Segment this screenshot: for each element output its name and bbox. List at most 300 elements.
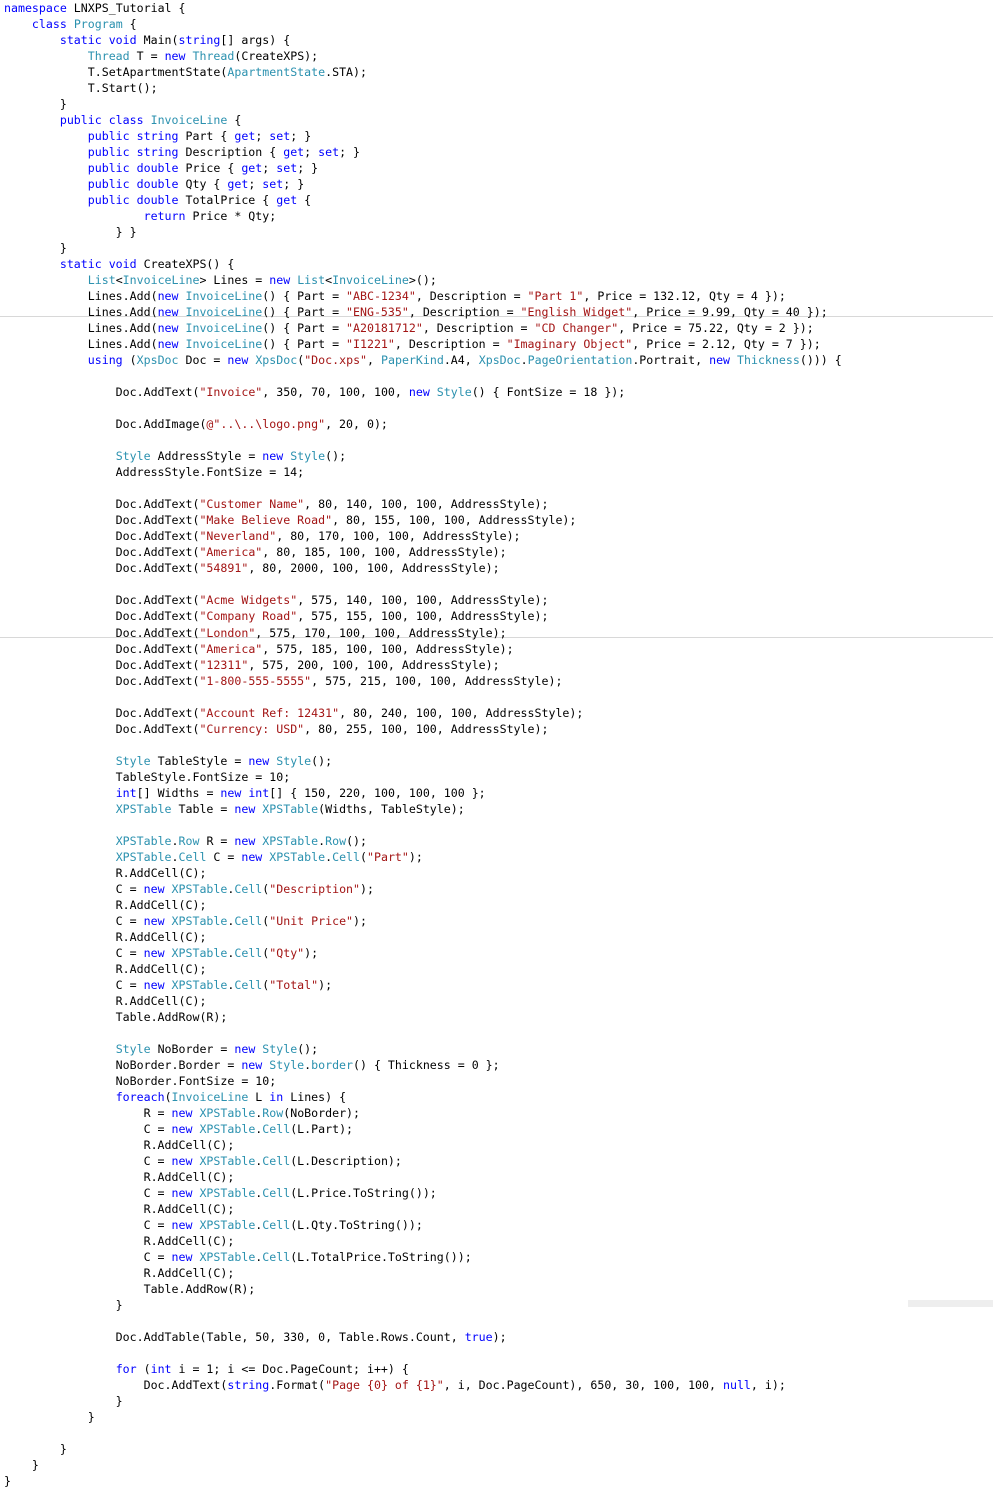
- code-token: Doc.AddImage(: [4, 417, 207, 431]
- code-token: );: [492, 1330, 507, 1344]
- code-line: [4, 384, 625, 400]
- code-token: > Lines =: [199, 273, 270, 287]
- code-line: [4, 625, 507, 641]
- code-token: Doc.AddText(: [4, 385, 200, 399]
- code-token: "Currency: USD": [199, 722, 305, 736]
- code-token: "Imaginary Object": [506, 337, 633, 351]
- code-token: T.Start();: [4, 81, 158, 95]
- code-token: "Part 1": [527, 289, 584, 303]
- code-token: for: [115, 1362, 144, 1376]
- code-token: () { FontSize = 18 });: [471, 385, 626, 399]
- code-token: public class: [4, 113, 151, 127]
- code-line: [4, 544, 507, 560]
- code-token: class: [4, 17, 74, 31]
- code-token: , i);: [750, 1378, 786, 1392]
- code-token: Doc.AddText(: [4, 642, 200, 656]
- code-token: ();: [311, 754, 333, 768]
- code-token: [4, 802, 116, 816]
- code-token: , Price = 9.99, Qty = 40 });: [632, 305, 828, 319]
- code-token: Style: [115, 1042, 151, 1056]
- code-token: C =: [4, 1218, 172, 1232]
- code-token: , i, Doc.PageCount), 650, 30, 100, 100,: [443, 1378, 723, 1392]
- code-line: [4, 256, 234, 272]
- code-line: [4, 1153, 402, 1169]
- code-token: , 80, 185, 100, 100, AddressStyle);: [262, 545, 507, 559]
- code-token: XPSTable: [115, 834, 172, 848]
- code-token: Cell: [234, 946, 263, 960]
- code-token: Doc.AddTable(Table, 50, 330, 0, Table.Rows.Count,: [4, 1330, 465, 1344]
- code-token: {: [297, 193, 312, 207]
- code-line: [4, 961, 206, 977]
- code-line: [4, 464, 304, 480]
- code-line: [4, 1169, 234, 1185]
- code-token: set: [269, 129, 291, 143]
- code-line: [4, 1105, 360, 1121]
- code-token: ApartmentState: [227, 65, 326, 79]
- code-token: , 575, 200, 100, 100, AddressStyle);: [248, 658, 500, 672]
- code-token: public double: [4, 177, 186, 191]
- code-token: Cell: [234, 914, 263, 928]
- code-token: Table.AddRow(R);: [4, 1010, 228, 1024]
- code-token: Cell: [262, 1122, 291, 1136]
- code-token: Thread: [87, 49, 130, 63]
- code-token: Style: [269, 1058, 305, 1072]
- code-token: AddressStyle =: [150, 449, 263, 463]
- code-token: }: [4, 1458, 39, 1472]
- code-line: [4, 849, 423, 865]
- code-token: Qty {: [185, 177, 228, 191]
- code-token: new: [171, 1250, 200, 1264]
- code-token: (: [360, 850, 367, 864]
- code-token: {: [122, 17, 137, 31]
- code-token: .: [318, 834, 326, 848]
- code-line: [4, 1185, 437, 1201]
- code-token: .: [227, 978, 235, 992]
- code-token: new: [220, 786, 249, 800]
- code-token: Doc.AddText(: [4, 674, 200, 688]
- code-line: [4, 897, 206, 913]
- code-line: [4, 993, 206, 1009]
- code-token: new: [248, 754, 277, 768]
- code-token: , Description =: [408, 305, 521, 319]
- code-token: R.AddCell(C);: [4, 898, 207, 912]
- code-token: (L.Description);: [290, 1154, 402, 1168]
- code-line: [4, 1281, 255, 1297]
- code-line: [4, 112, 241, 128]
- code-token: C =: [206, 850, 242, 864]
- code-token: ;: [248, 177, 263, 191]
- code-token: );: [304, 946, 319, 960]
- code-line: [4, 128, 311, 144]
- code-token: , 350, 70, 100, 100,: [262, 385, 409, 399]
- code-token: Cell: [234, 978, 263, 992]
- code-token: new: [157, 289, 186, 303]
- code-line: [4, 320, 814, 336]
- code-token: Style: [262, 1042, 298, 1056]
- code-line: [4, 1409, 95, 1425]
- code-token: new: [171, 1122, 200, 1136]
- code-token: "CD Changer": [534, 321, 619, 335]
- code-token: new: [143, 882, 172, 896]
- code-token: R.AddCell(C);: [4, 994, 207, 1008]
- code-line: [4, 160, 318, 176]
- code-token: InvoiceLine: [185, 289, 263, 303]
- code-token: XPSTable: [171, 914, 228, 928]
- code-token: new: [157, 305, 186, 319]
- code-token: XPSTable: [199, 1250, 256, 1264]
- code-token: new: [171, 1106, 200, 1120]
- code-token: XPSTable: [199, 1154, 256, 1168]
- code-line: [4, 1137, 234, 1153]
- code-line: [4, 945, 318, 961]
- code-line: [4, 32, 290, 48]
- code-token: () { Part =: [262, 337, 347, 351]
- code-token: get: [234, 129, 256, 143]
- code-token: .: [255, 1106, 263, 1120]
- code-token: ; }: [290, 129, 312, 143]
- code-token: {: [227, 113, 242, 127]
- code-line: [4, 1297, 123, 1313]
- code-token: PageOrientation: [527, 353, 633, 367]
- code-token: }: [4, 97, 67, 111]
- code-token: new: [234, 802, 263, 816]
- code-token: Doc.AddText(: [4, 545, 200, 559]
- code-token: Cell: [234, 882, 263, 896]
- code-line: [4, 801, 465, 817]
- code-token: List: [297, 273, 326, 287]
- code-token: "12311": [199, 658, 249, 672]
- code-token: , Description =: [394, 337, 507, 351]
- code-token: R.AddCell(C);: [4, 866, 207, 880]
- code-token: Program: [73, 17, 123, 31]
- code-token: (: [143, 1362, 151, 1376]
- code-token: [4, 754, 116, 768]
- code-line: [4, 528, 521, 544]
- code-line: [4, 1009, 227, 1025]
- code-token: [4, 786, 116, 800]
- code-token: XPSTable: [171, 882, 228, 896]
- code-token: ; }: [339, 145, 361, 159]
- code-token: public string: [4, 129, 186, 143]
- code-token: set: [318, 145, 340, 159]
- code-token: R.AddCell(C);: [4, 1138, 235, 1152]
- code-token: .: [227, 914, 235, 928]
- code-token: "54891": [199, 561, 249, 575]
- code-token: .: [255, 1250, 263, 1264]
- code-token: R.AddCell(C);: [4, 1202, 235, 1216]
- code-token: "Acme Widgets": [199, 593, 298, 607]
- code-token: "Make Believe Road": [199, 513, 333, 527]
- code-token: new: [171, 1218, 200, 1232]
- code-token: new: [408, 385, 437, 399]
- code-token: Doc.AddText(: [4, 513, 200, 527]
- code-line: [4, 1217, 423, 1233]
- code-line: [4, 80, 158, 96]
- code-token: ;: [304, 145, 319, 159]
- code-line: [4, 176, 304, 192]
- code-token: in: [269, 1090, 291, 1104]
- code-token: .: [255, 1122, 263, 1136]
- code-token: "Qty": [269, 946, 305, 960]
- code-line: [4, 240, 67, 256]
- code-token: [] args) {: [220, 33, 291, 47]
- code-line: [4, 1329, 507, 1345]
- code-token: () { Part =: [262, 305, 347, 319]
- code-token: [4, 1042, 116, 1056]
- code-token: Lines.Add(: [4, 337, 158, 351]
- code-line: [4, 336, 821, 352]
- code-token: new: [234, 1042, 263, 1056]
- code-token: public string: [4, 145, 186, 159]
- code-token: Cell: [262, 1218, 291, 1232]
- code-token: true: [464, 1330, 493, 1344]
- code-token: new: [227, 353, 256, 367]
- code-token: [] { 150, 220, 100, 100, 100 };: [269, 786, 486, 800]
- code-token: Doc.AddText(: [4, 529, 200, 543]
- code-token: TableStyle.FontSize = 10;: [4, 770, 291, 784]
- code-token: set: [262, 177, 284, 191]
- code-line: [4, 1121, 353, 1137]
- code-token: Row: [262, 1106, 284, 1120]
- code-token: R.AddCell(C);: [4, 1170, 235, 1184]
- code-token: (: [262, 978, 270, 992]
- code-line: [4, 753, 332, 769]
- code-token: List: [87, 273, 116, 287]
- code-token: [] Widths =: [136, 786, 221, 800]
- code-token: string: [227, 1378, 270, 1392]
- code-line: [4, 929, 206, 945]
- code-token: .Format(: [269, 1378, 326, 1392]
- code-token: Doc.AddText(: [4, 658, 200, 672]
- code-token: new: [234, 834, 263, 848]
- code-token: ; }: [283, 177, 305, 191]
- code-token: public double: [4, 161, 186, 175]
- code-token: [4, 49, 88, 63]
- code-token: () { Part =: [262, 289, 347, 303]
- code-token: int: [115, 786, 137, 800]
- code-token: Main(: [143, 33, 179, 47]
- code-token: (: [262, 946, 270, 960]
- code-token: Style: [436, 385, 472, 399]
- scroll-marker: [908, 1300, 993, 1307]
- code-token: get: [227, 177, 249, 191]
- code-token: , Price = 75.22, Qty = 2 });: [618, 321, 814, 335]
- code-token: .STA);: [325, 65, 367, 79]
- code-token: <: [115, 273, 123, 287]
- code-token: "Description": [269, 882, 361, 896]
- code-token: ())) {: [799, 353, 842, 367]
- code-token: , 80, 240, 100, 100, AddressStyle);: [339, 706, 584, 720]
- code-line: [4, 560, 500, 576]
- code-token: InvoiceLine: [171, 1090, 249, 1104]
- code-token: new: [171, 1186, 200, 1200]
- code-token: "Part": [367, 850, 409, 864]
- code-token: <: [325, 273, 333, 287]
- code-token: Doc.AddText(: [4, 722, 200, 736]
- code-token: C =: [4, 1250, 172, 1264]
- code-token: .: [255, 1186, 263, 1200]
- code-token: C =: [4, 946, 144, 960]
- code-token: Lines.Add(: [4, 305, 158, 319]
- code-token: , Price = 2.12, Qty = 7 });: [632, 337, 821, 351]
- code-token: , 575, 215, 100, 100, AddressStyle);: [311, 674, 563, 688]
- code-line: [4, 592, 548, 608]
- code-token: , Price = 132.12, Qty = 4 });: [583, 289, 786, 303]
- code-line: [4, 512, 576, 528]
- code-token: string: [178, 33, 221, 47]
- code-token: } }: [4, 225, 137, 239]
- code-token: Thickness: [737, 353, 800, 367]
- code-token: [4, 850, 116, 864]
- code-token: NoBorder.Border =: [4, 1058, 242, 1072]
- code-token: , 80, 2000, 100, 100, AddressStyle);: [248, 561, 500, 575]
- code-token: Style: [290, 449, 326, 463]
- code-token: ();: [346, 834, 368, 848]
- code-token: new: [157, 337, 186, 351]
- code-token: Doc =: [178, 353, 228, 367]
- code-token: Style: [276, 754, 312, 768]
- code-token: new: [269, 273, 298, 287]
- code-line: [4, 288, 786, 304]
- code-line: [4, 657, 500, 673]
- code-token: XPSTable: [171, 978, 228, 992]
- code-token: Thread: [192, 49, 235, 63]
- code-line: [4, 1057, 500, 1073]
- code-token: , 80, 155, 100, 100, AddressStyle);: [332, 513, 577, 527]
- code-token: }: [4, 1410, 95, 1424]
- code-token: "Page {0} of {1}": [325, 1378, 444, 1392]
- code-token: );: [353, 914, 367, 928]
- code-token: (: [297, 353, 305, 367]
- code-token: , 80, 170, 100, 100, AddressStyle);: [276, 529, 521, 543]
- code-token: "America": [199, 642, 263, 656]
- code-token: "Neverland": [199, 529, 277, 543]
- code-token: new: [143, 978, 172, 992]
- code-token: Lines.Add(: [4, 321, 158, 335]
- code-token: C =: [4, 1154, 172, 1168]
- code-token: ; }: [297, 161, 319, 175]
- code-token: }: [4, 1394, 123, 1408]
- code-line: [4, 16, 137, 32]
- code-token: , 575, 140, 100, 100, AddressStyle);: [297, 593, 549, 607]
- code-token: , 575, 155, 100, 100, AddressStyle);: [297, 609, 549, 623]
- code-token: TableStyle =: [150, 754, 249, 768]
- code-token: Price * Qty;: [192, 209, 277, 223]
- code-token: R =: [199, 834, 235, 848]
- code-token: null: [722, 1378, 751, 1392]
- code-token: C =: [4, 1186, 172, 1200]
- code-token: new: [143, 914, 172, 928]
- code-line: [4, 448, 346, 464]
- code-line: [4, 1361, 409, 1377]
- code-token: Doc.AddText(: [4, 626, 200, 640]
- code-token: [4, 1362, 116, 1376]
- code-line: [4, 673, 562, 689]
- code-token: new: [157, 321, 186, 335]
- code-token: InvoiceLine: [122, 273, 200, 287]
- code-token: set: [276, 161, 298, 175]
- code-line: [4, 48, 318, 64]
- code-token: .: [255, 1154, 263, 1168]
- code-token: "Account Ref: 12431": [199, 706, 340, 720]
- code-token: namespace: [4, 1, 67, 15]
- code-token: ,: [367, 353, 381, 367]
- code-token: (L.Price.ToString());: [290, 1186, 437, 1200]
- code-token: int: [248, 786, 270, 800]
- code-token: "ENG-535": [346, 305, 409, 319]
- code-token: InvoiceLine: [185, 337, 263, 351]
- code-token: Cell: [262, 1186, 291, 1200]
- code-token: Doc.AddText(: [4, 497, 200, 511]
- code-line: [4, 1457, 39, 1473]
- code-token: Price {: [185, 161, 242, 175]
- code-token: .A4,: [443, 353, 479, 367]
- code-line: [4, 1089, 346, 1105]
- code-token: [4, 449, 116, 463]
- code-token: "1-800-555-5555": [199, 674, 312, 688]
- code-token: ;: [262, 161, 277, 175]
- code-token: [4, 834, 116, 848]
- code-token: using: [87, 353, 130, 367]
- code-token: XPSTable: [199, 1186, 256, 1200]
- code-line: [4, 833, 367, 849]
- code-line: [4, 64, 367, 80]
- code-token: Description {: [185, 145, 284, 159]
- code-line: [4, 977, 332, 993]
- code-token: (L.Part);: [290, 1122, 354, 1136]
- code-token: XPSTable: [115, 802, 172, 816]
- code-token: Cell: [262, 1154, 291, 1168]
- code-token: R =: [4, 1106, 172, 1120]
- code-token: C =: [4, 882, 144, 896]
- code-line: [4, 208, 276, 224]
- code-token: }: [4, 1474, 11, 1488]
- code-token: NoBorder =: [150, 1042, 235, 1056]
- code-token: Lines) {: [290, 1090, 347, 1104]
- code-token: Doc.AddText(: [4, 609, 200, 623]
- code-token: "Customer Name": [199, 497, 305, 511]
- code-token: (L.TotalPrice.ToString());: [290, 1250, 472, 1264]
- code-line: [4, 144, 360, 160]
- code-token: XPSTable: [199, 1218, 256, 1232]
- code-token: , 575, 170, 100, 100, AddressStyle);: [255, 626, 507, 640]
- code-token: Table =: [171, 802, 235, 816]
- code-token: XpsDoc: [136, 353, 179, 367]
- code-token: "I1221": [346, 337, 395, 351]
- code-token: new: [164, 49, 193, 63]
- code-token: ();: [325, 449, 347, 463]
- code-token: new: [143, 946, 172, 960]
- code-token: R.AddCell(C);: [4, 1266, 235, 1280]
- code-token: Cell: [262, 1250, 291, 1264]
- code-token: R.AddCell(C);: [4, 962, 207, 976]
- code-token: static void: [4, 257, 144, 271]
- code-line: [4, 641, 514, 657]
- code-line: [4, 1073, 276, 1089]
- code-token: "London": [199, 626, 256, 640]
- code-token: "Company Road": [199, 609, 298, 623]
- code-token: (L.Qty.ToString());: [290, 1218, 423, 1232]
- code-token: static void: [4, 33, 144, 47]
- code-token: .: [520, 353, 528, 367]
- code-line: [4, 1393, 123, 1409]
- code-token: }: [4, 1298, 123, 1312]
- code-token: @"..\..\logo.png": [206, 417, 326, 431]
- code-token: , Description =: [415, 289, 528, 303]
- code-token: ();: [297, 1042, 319, 1056]
- code-token: i = 1; i <= Doc.PageCount; i++) {: [178, 1362, 409, 1376]
- code-token: XPSTable: [171, 946, 228, 960]
